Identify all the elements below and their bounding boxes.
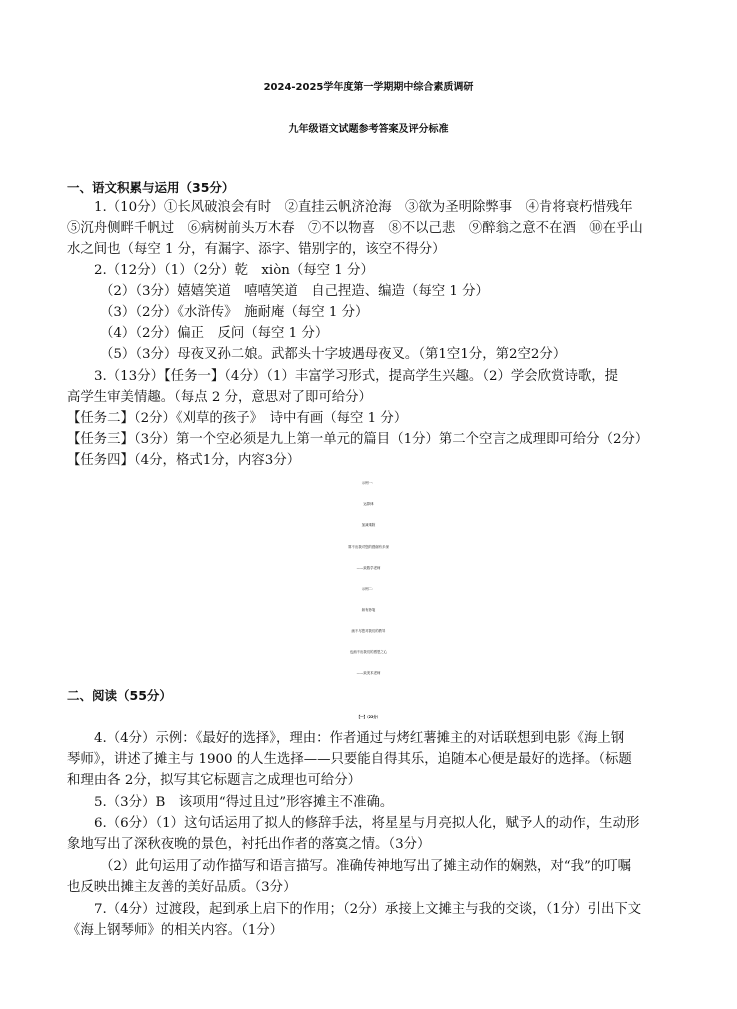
poem-line: 画不尽您对我们的教导 <box>351 629 386 633</box>
poem-line: 加减乘除 <box>361 523 376 527</box>
q6-line: 象地写出了深秋夜晚的景色，衬托出作者的落寞之情。（3分） <box>67 837 431 852</box>
page-subtitle: 九年级语文试题参考答案及评分标准 <box>288 124 449 135</box>
poem-line: 算不出我对您的感谢有多深 <box>348 545 389 549</box>
q7-line: 《海上钢琴师》的相关内容。（1分） <box>67 923 284 938</box>
poem-line: 示例二： <box>361 587 376 591</box>
q3-line: 3.（13分）【任务一】（4分）（1）丰富学习形式，提高学生兴趣。（2）学会欣赏诗歌，提 <box>94 369 619 384</box>
q2-line: （3）（2分）《水浒传》 施耐庵（每空 1 分） <box>100 305 369 320</box>
part-1-heading: 【一】（22分） <box>356 715 381 719</box>
q3-task4: 【任务四】（4分，格式1分，内容3分） <box>67 453 301 468</box>
q2-line: （4）（2分）偏正 反问（每空 1 分） <box>100 326 329 341</box>
q4-line: 琴师》，讲述了摊主与 1900 的人生选择——只要能自得其乐，追随本心便是最好的选择。（标题 <box>67 752 632 767</box>
q3-task2: 【任务二】（2分）《刈草的孩子》 诗中有画（每空 1 分） <box>67 411 408 426</box>
q6-line: 6.（6分）（1）这句话运用了拟人的修辞手法，将星星与月亮拟人化，赋予人的动作，生动形 <box>94 816 640 831</box>
poem-line: 也画不出我们的感恩之心 <box>349 650 388 654</box>
section-2-heading: 二、阅读（55分） <box>67 688 172 703</box>
q5-line: 5.（3分）B 该项用“得过且过”形容摊主不准确。 <box>94 795 394 810</box>
poem-line: ——致美术老师 <box>356 671 381 675</box>
q3-line: 高学生审美情趣。（每点 2 分，意思对了即可给分） <box>67 390 372 405</box>
q6-line: 也反映出摊主友善的美好品质。（3分） <box>67 880 297 895</box>
q7-line: 7.（4分）过渡段，起到承上启下的作用；（2分）承接上文摊主与我的交谈，（1分）引出下文 <box>94 902 642 917</box>
q3-task3: 【任务三】（3分）第一个空必须是九上第一单元的篇目（1分）第二个空言之成理即可给分（2分） <box>67 432 649 447</box>
poem-line: ——致数学老师 <box>356 566 381 570</box>
section-1-heading: 一、语文积累与运用（35分） <box>67 180 235 195</box>
q2-line: （2）（3分）嬉嬉笑道 嘻嘻笑道 自己捏造、编造（每空 1 分） <box>100 284 489 299</box>
poem-line: 示例一： <box>361 481 376 485</box>
q6-line: （2）此句运用了动作描写和语言描写。准确传神地写出了摊主动作的娴熟，对“我”的叮嘱 <box>100 859 632 874</box>
poem-line: 运算律 <box>363 502 374 506</box>
page-title: 2024-2025学年度第一学期期中综合素质调研 <box>263 82 474 93</box>
q2-line: （5）（3分）母夜叉孙二娘。武都头十字坡遇母夜叉。（第1空1分，第2空2分） <box>100 347 567 362</box>
q4-line: 和理由各 2分，拟写其它标题言之成理也可给分） <box>67 773 361 788</box>
poem-line: 纵有妙笔 <box>361 608 376 612</box>
q1-line: 1.（10分）①长风破浪会有时 ②直挂云帆济沧海 ③欲为圣明除弊事 ④肯将衰朽惜残年 <box>94 200 633 215</box>
q4-line: 4.（4分）示例：《最好的选择》，理由：作者通过与烤红薯摊主的对话联想到电影《海上钢 <box>94 731 625 746</box>
q2-line: 2.（12分）（1）（2分）乾 xiòn（每空 1 分） <box>94 263 374 278</box>
q1-line: 水之间也（每空 1 分，有漏字、添字、错别字的，该空不得分） <box>67 242 446 257</box>
q1-line: ⑤沉舟侧畔千帆过 ⑥病树前头万木春 ⑦不以物喜 ⑧不以己悲 ⑨醉翁之意不在酒 ⑩在乎山 <box>67 221 643 236</box>
